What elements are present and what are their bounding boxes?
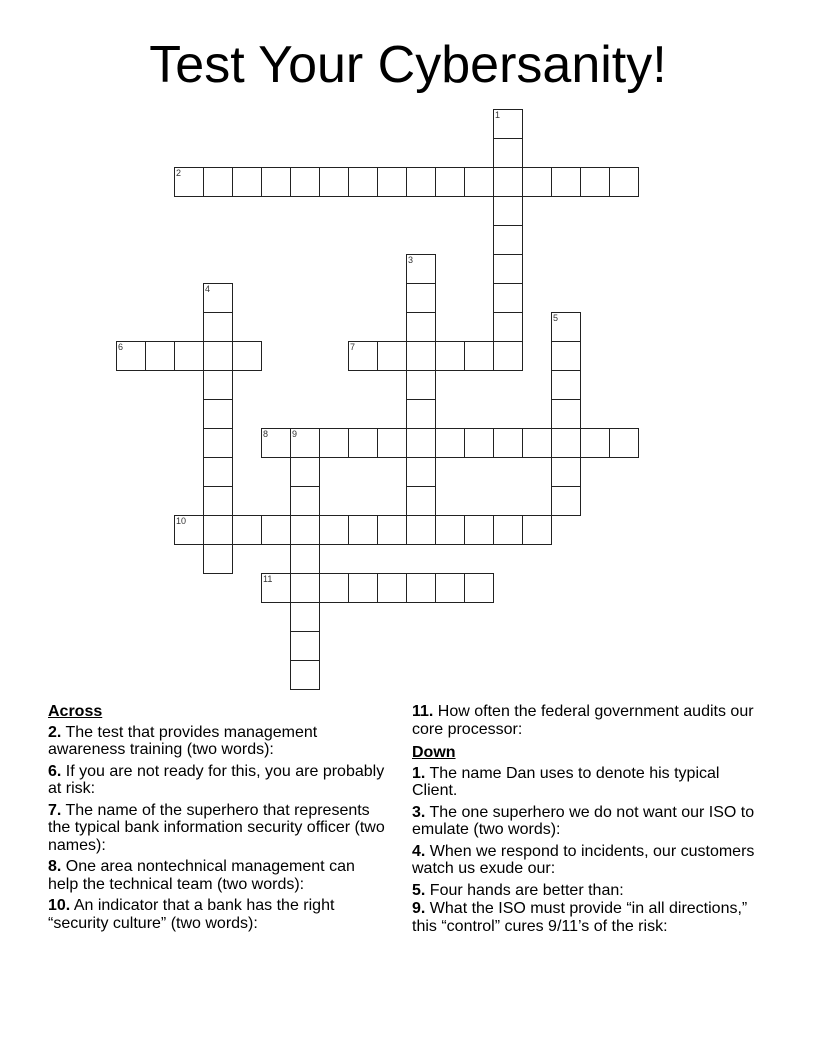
crossword-cell[interactable] [203,283,233,313]
crossword-cell[interactable] [290,573,320,603]
crossword-cell[interactable] [377,428,407,458]
crossword-cell[interactable] [493,167,523,197]
crossword-cell[interactable] [406,312,436,342]
crossword-cell[interactable] [290,515,320,545]
cell-number: 11 [263,574,273,584]
crossword-cell[interactable] [174,341,204,371]
clue-text: Four hands are better than: [425,881,624,899]
crossword-cell[interactable] [551,428,581,458]
crossword-cell[interactable] [203,370,233,400]
crossword-cell[interactable] [145,341,175,371]
clue-number: 8. [48,858,62,875]
crossword-cell[interactable] [464,573,494,603]
crossword-cell[interactable] [203,312,233,342]
crossword-cell[interactable] [464,341,494,371]
clue-number: 3. [412,803,426,821]
crossword-cell[interactable] [232,341,262,371]
crossword-cell[interactable] [406,486,436,516]
clue-number: 7. [48,801,62,819]
clue-number: 4. [412,842,426,860]
crossword-cell[interactable] [551,312,581,342]
crossword-cell[interactable] [290,486,320,516]
crossword-cell[interactable] [493,254,523,284]
clue-text: When we respond to incidents, our customers watch us exude our: [412,842,755,877]
clue-across-6 [48,763,388,798]
clue-down-1 [412,765,767,800]
crossword-cell[interactable] [435,573,465,603]
crossword-cell[interactable] [203,486,233,516]
cell-number: 2 [176,168,182,178]
crossword-cell[interactable] [493,312,523,342]
crossword-cell[interactable] [493,428,523,458]
crossword-cell[interactable] [377,341,407,371]
clue-text: An indicator that a bank has the right “security culture” (two words): [48,897,335,932]
down-heading: Down [412,744,456,761]
crossword-cell[interactable] [551,486,581,516]
crossword-cell[interactable] [551,341,581,371]
crossword-cell[interactable] [377,573,407,603]
clue-text: The one superhero we do not want our ISO to emulate (two words): [412,803,755,838]
clue-text: The test that provides management awareness training (two words): [48,723,318,758]
clue-number: 1. [412,764,426,782]
crossword-cell[interactable] [261,167,291,197]
crossword-cell[interactable] [406,428,436,458]
crossword-cell[interactable] [493,109,523,139]
crossword-cell[interactable] [261,573,291,603]
crossword-cell[interactable] [464,428,494,458]
crossword-cell[interactable] [290,544,320,574]
cell-number: 6 [118,342,124,352]
cell-number: 3 [408,255,414,265]
clue-number: 6. [48,762,62,780]
clue-down-3 [412,804,767,839]
clue-text: If you are not ready for this, you are probably at risk: [48,762,385,797]
clue-text: One area nontechnical management can help the technical team (two words): [48,858,355,893]
page-title: Test Your Cybersanity! [149,36,667,94]
crossword-cell[interactable] [493,196,523,226]
crossword-cell[interactable] [116,341,146,371]
crossword-cell[interactable] [522,428,552,458]
clues-right-column [412,703,767,939]
crossword-cell[interactable] [435,167,465,197]
crossword-cell[interactable] [290,428,320,458]
crossword-cell[interactable] [406,399,436,429]
clue-number: 11. [412,703,434,720]
crossword-cell[interactable] [319,515,349,545]
crossword-cell[interactable] [203,399,233,429]
crossword-cell[interactable] [551,370,581,400]
crossword-cell[interactable] [348,428,378,458]
crossword-cell[interactable] [464,167,494,197]
crossword-cell[interactable] [406,515,436,545]
crossword-cell[interactable] [493,283,523,313]
crossword-cell[interactable] [377,167,407,197]
crossword-cell[interactable] [232,515,262,545]
clue-down-5 [412,882,767,900]
crossword-cell[interactable] [580,428,610,458]
crossword-cell[interactable] [551,399,581,429]
crossword-cell[interactable] [406,341,436,371]
crossword-cell[interactable] [348,515,378,545]
clue-number: 5. [412,881,426,899]
crossword-cell[interactable] [261,515,291,545]
crossword-cell[interactable] [493,515,523,545]
crossword-cell[interactable] [203,457,233,487]
crossword-cell[interactable] [551,457,581,487]
clue-text: What the ISO must provide “in all directions,” this “control” cures 9/11’s of the risk: [412,900,748,935]
crossword-cell[interactable] [609,167,639,197]
crossword-cell[interactable] [290,660,320,690]
crossword-cell[interactable] [406,370,436,400]
crossword-cell[interactable] [493,138,523,168]
crossword-cell[interactable] [406,167,436,197]
cell-number: 10 [176,516,187,526]
cell-number: 4 [205,284,211,294]
clue-number: 9. [412,900,426,917]
crossword-cell[interactable] [377,515,407,545]
clue-down-4 [412,843,767,878]
crossword-cell[interactable] [319,428,349,458]
crossword-cell[interactable] [261,428,291,458]
crossword-cell[interactable] [348,167,378,197]
cell-number: 5 [553,313,559,323]
clue-text: The name Dan uses to denote his typical Client. [412,764,720,799]
cell-number: 1 [495,110,501,120]
clue-across-11 [412,703,767,738]
clue-across-2 [48,724,388,759]
crossword-cell[interactable] [580,167,610,197]
clue-across-8 [48,858,388,893]
crossword-cell[interactable] [203,341,233,371]
clue-text: How often the federal government audits our core processor: [412,703,754,738]
crossword-cell[interactable] [435,428,465,458]
cell-number: 9 [292,429,298,439]
crossword-cell[interactable] [174,515,204,545]
clue-down-9 [412,900,767,935]
cell-number: 8 [263,429,269,439]
crossword-cell[interactable] [493,341,523,371]
crossword-cell[interactable] [290,457,320,487]
crossword-cell[interactable] [174,167,204,197]
clues-left-column [48,703,388,936]
crossword-cell[interactable] [406,457,436,487]
crossword-cell[interactable] [348,573,378,603]
crossword-cell[interactable] [464,515,494,545]
crossword-cell[interactable] [319,573,349,603]
crossword-cell[interactable] [435,515,465,545]
crossword-cell[interactable] [522,167,552,197]
crossword-cell[interactable] [290,602,320,632]
crossword-cell[interactable] [551,167,581,197]
crossword-cell[interactable] [203,167,233,197]
clue-across-7 [48,802,388,855]
crossword-cell[interactable] [609,428,639,458]
clue-text: The name of the superhero that represents the typical bank information security officer (two names): [48,801,385,854]
crossword-cell[interactable] [406,573,436,603]
crossword-cell[interactable] [203,515,233,545]
crossword-cell[interactable] [406,283,436,313]
crossword-cell[interactable] [232,167,262,197]
crossword-cell[interactable] [435,341,465,371]
cell-number: 7 [350,342,356,352]
clue-number: 2. [48,723,62,741]
crossword-cell[interactable] [348,341,378,371]
crossword-cell[interactable] [406,254,436,284]
crossword-cell[interactable] [319,167,349,197]
crossword-cell[interactable] [493,225,523,255]
crossword-cell[interactable] [203,544,233,574]
crossword-cell[interactable] [522,515,552,545]
crossword-cell[interactable] [203,428,233,458]
crossword-cell[interactable] [290,167,320,197]
across-heading: Across [48,703,103,720]
clue-number: 10. [48,897,71,914]
clue-across-10 [48,897,388,932]
crossword-cell[interactable] [290,631,320,661]
